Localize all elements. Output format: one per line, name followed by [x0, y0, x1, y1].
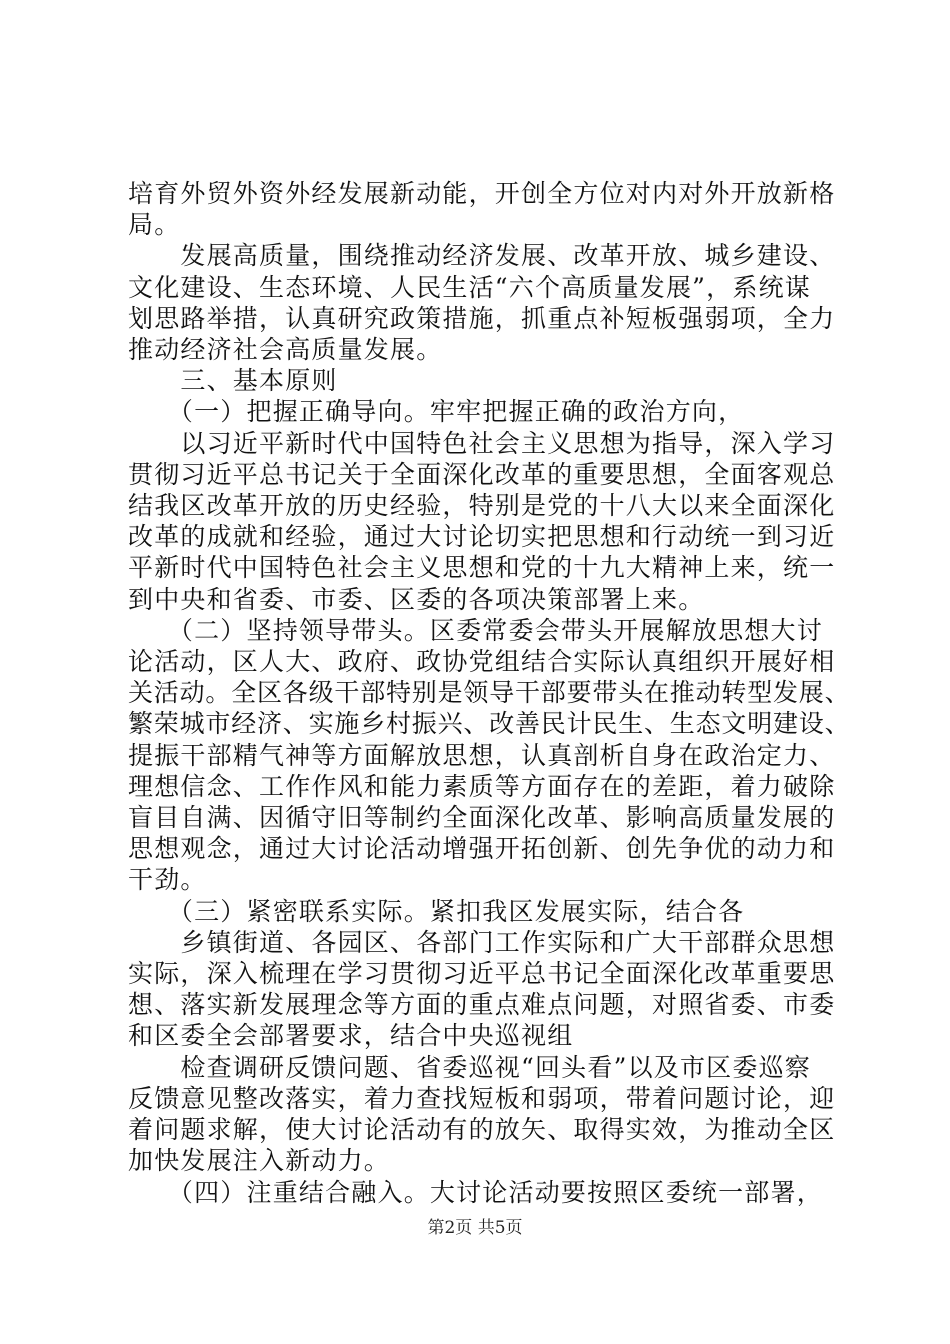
text-line: 想、落实新发展理念等方面的重点难点问题，对照省委、市委 [128, 990, 836, 1020]
text-line: 推动经济社会高质量发展。 [128, 335, 443, 365]
text-line: 论活动，区人大、政府、政协党组结合实际认真组织开展好相 [128, 647, 836, 677]
text-line: 到中央和省委、市委、区委的各项决策部署上来。 [128, 584, 705, 614]
text-line: 着问题求解，使大讨论活动有的放矢、取得实效，为推动全区 [128, 1115, 836, 1145]
text-line: 加快发展注入新动力。 [128, 1146, 391, 1176]
text-line: 盲目自满、因循守旧等制约全面深化改革、影响高质量发展的 [128, 803, 836, 833]
text-line: 局。 [128, 210, 181, 240]
text-line: 提振干部精气神等方面解放思想，认真剖析自身在政治定力、 [128, 740, 836, 770]
document-body [128, 178, 851, 1208]
text-line: （三）紧密联系实际。紧扣我区发展实际，结合各 [128, 896, 745, 926]
text-line: （二）坚持领导带头。区委常委会带头开展解放思想大讨 [128, 615, 823, 645]
text-line: 文化建设、生态环境、人民生活“六个高质量发展”，系统谋 [128, 272, 811, 302]
text-line: 培育外贸外资外经发展新动能，开创全方位对内对外开放新格 [128, 179, 836, 208]
text-line: 改革的成就和经验，通过大讨论切实把思想和行动统一到习近 [128, 522, 836, 552]
text-line: 贯彻习近平总书记关于全面深化改革的重要思想，全面客观总 [128, 459, 836, 489]
text-line: （四）注重结合融入。大讨论活动要按照区委统一部署， [128, 1177, 823, 1207]
page-footer: 第2页 共5页 [427, 1218, 523, 1238]
text-line: 实际，深入梳理在学习贯彻习近平总书记全面深化改革重要思 [128, 959, 836, 989]
text-line: 理想信念、工作作风和能力素质等方面存在的差距，着力破除 [128, 771, 836, 801]
text-line: 结我区改革开放的历史经验，特别是党的十八大以来全面深化 [128, 491, 836, 521]
text-line: 和区委全会部署要求，结合中央巡视组 [128, 1021, 574, 1051]
text-line: 干劲。 [128, 865, 207, 895]
text-line: 以习近平新时代中国特色社会主义思想为指导，深入学习 [128, 428, 836, 458]
text-line: 划思路举措，认真研究政策措施，抓重点补短板强弱项，全力 [128, 303, 836, 333]
text-line: 思想观念，通过大讨论活动增强开拓创新、创先争优的动力和 [128, 834, 836, 864]
text-line: 发展高质量，围绕推动经济发展、改革开放、城乡建设、 [128, 241, 836, 271]
text-line: 三、基本原则 [128, 366, 338, 396]
text-line: 检查调研反馈问题、省委巡视“回头看”以及市区委巡察 [128, 1052, 811, 1082]
text-line: （一）把握正确导向。牢牢把握正确的政治方向， [128, 397, 745, 427]
text-line: 繁荣城市经济、实施乡村振兴、改善民计民生、生态文明建设、 [128, 709, 851, 739]
text-line: 反馈意见整改落实，着力查找短板和弱项，带着问题讨论，迎 [128, 1083, 836, 1113]
text-line: 平新时代中国特色社会主义思想和党的十九大精神上来，统一 [128, 553, 836, 583]
text-line: 乡镇街道、各园区、各部门工作实际和广大干部群众思想 [128, 927, 836, 957]
text-line: 关活动。全区各级干部特别是领导干部要带头在推动转型发展、 [128, 678, 851, 708]
